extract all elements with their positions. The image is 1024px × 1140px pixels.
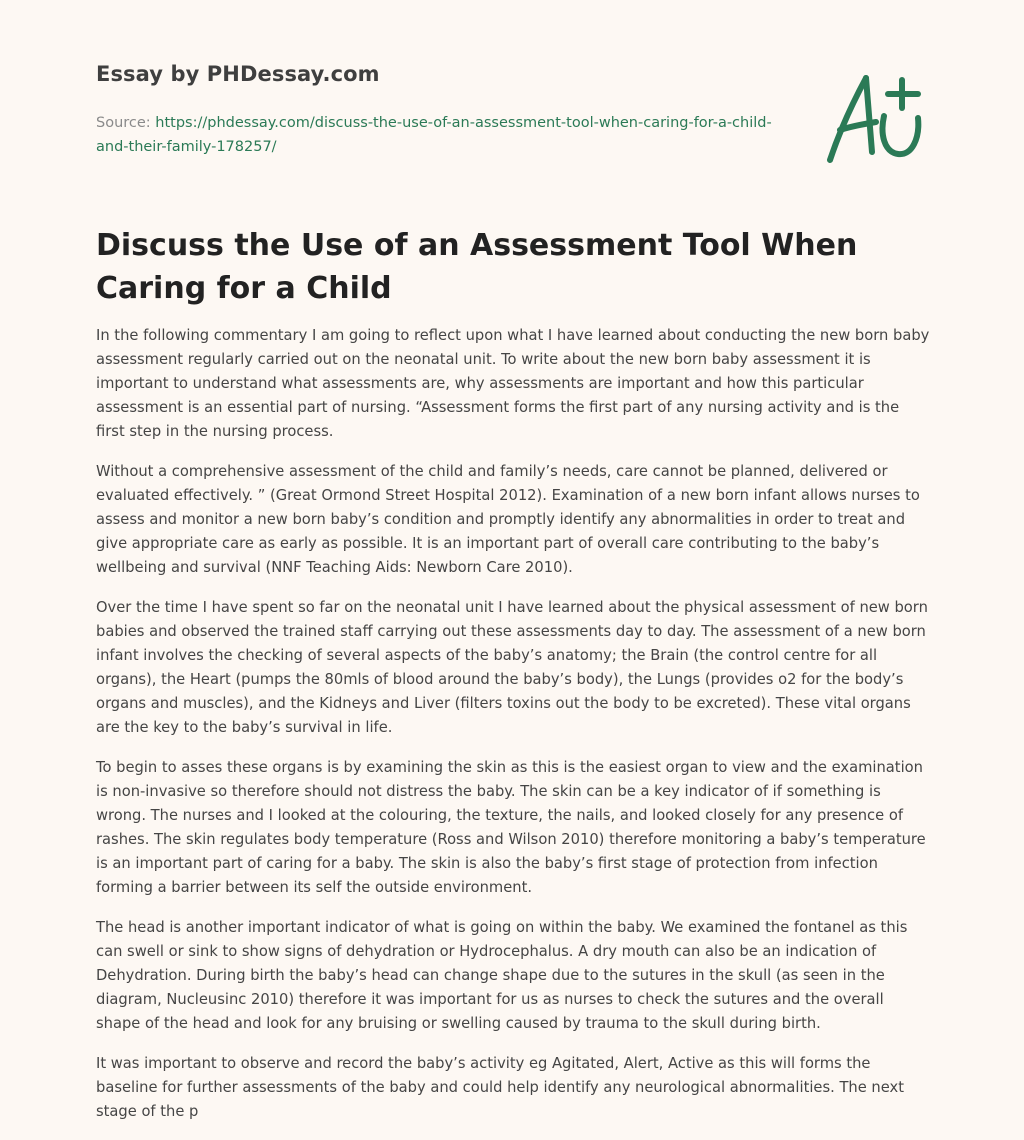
paragraph: The head is another important indicator of what is going on within the baby. We examined the fontanel as this can swell or sink to show signs of dehydration or Hydrocephalus. A dry mouth can also be an indication of Dehydration. During birth the baby’s head can change shape due to the sutures in the skull (as seen in the diagram, Nucleusinc 2010) therefore it was important for us as nurses to check the sutures and the overall shape of the head and look for any bruising or swelling caused by trauma to the skull during birth. (96, 919, 908, 1032)
article-title: Discuss the Use of an Assessment Tool When Caring for a Child (96, 228, 858, 306)
paragraph: In the following commentary I am going to reflect upon what I have learned about conducting the new born baby assessment regularly carried out on the neonatal unit. To write about the new born baby assessment it is important to understand what assessments are, why assessments are important and how this particular assessment is an essential part of nursing. “Assessment forms the first part of any nursing activity and is the first step in the nursing process. (96, 327, 930, 440)
paragraph: Over the time I have spent so far on the neonatal unit I have learned about the physical assessment of new born babies and observed the trained staff carrying out these assessments day to day. The assessment of a new born infant involves the checking of several aspects of the baby’s anatomy; the Brain (the control centre for all organs), the Heart (pumps the 80mls of blood around the baby’s body), the Lungs (provides o2 for the body’s organs and muscles), and the Kidneys and Liver (filters toxins out the body to be excreted). These vital organs are the key to the baby’s survival in life. (96, 599, 928, 736)
paragraph: It was important to observe and record the baby’s activity eg Agitated, Alert, Active as this will forms the baseline for further assessments of the baby and could help identify any neurological abnormalities. The next stage of the p (96, 1055, 904, 1120)
a-plus-grade-icon (818, 68, 932, 166)
source-link[interactable]: https://phdessay.com/discuss-the-use-of-an-assessment-tool-when-caring-for-a-child-and-their-family-178257/ (96, 115, 772, 155)
paragraph: Without a comprehensive assessment of the child and family’s needs, care cannot be planned, delivered or evaluated effectively. ” (Great Ormond Street Hospital 2012). Examination of a new born infant allows nurses to assess and monitor a new born baby’s condition and promptly identify any abnormalities in order to treat and give appropriate care as early as possible. It is an important part of overall care contributing to the baby’s wellbeing and survival (NNF Teaching Aids: Newborn Care 2010). (96, 463, 920, 576)
site-title: Essay by PHDessay.com (96, 62, 380, 86)
source-line (96, 111, 776, 159)
article-body (96, 324, 932, 1140)
source-label: Source: (96, 115, 151, 131)
paragraph: To begin to asses these organs is by examining the skin as this is the easiest organ to view and the examination is non-invasive so therefore should not distress the baby. The skin can be a key indicator of if something is wrong. The nurses and I looked at the colouring, the texture, the nails, and looked closely for any presence of rashes. The skin regulates body temperature (Ross and Wilson 2010) therefore monitoring a baby’s temperature is an important part of caring for a baby. The skin is also the baby’s first stage of protection from infection forming a barrier between its self the outside environment. (96, 759, 926, 896)
